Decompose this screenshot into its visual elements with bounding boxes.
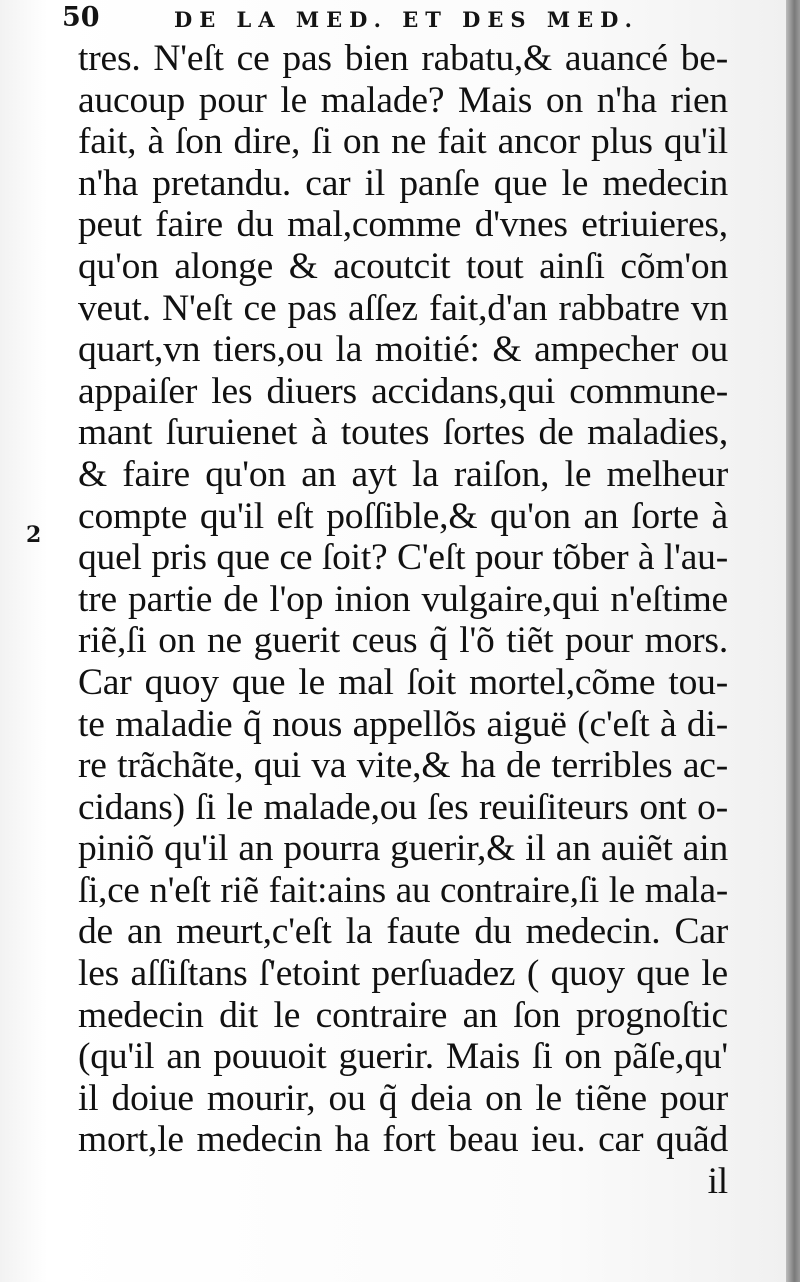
text-line: n'ha pretandu. car il panſe que le medecin (78, 162, 728, 204)
text-line: riẽ,ſi on ne guerit ceus q̃ l'õ tiẽt pour mors. (78, 620, 728, 662)
text-line: de an meurt,c'eſt la faute du medecin. Car (78, 911, 728, 953)
text-line: fait, à ſon dire, ſi on ne fait ancor plus qu'il (78, 121, 728, 163)
text-line: ſi,ce n'eſt riẽ fait:ains au contraire,ſi le mala- (78, 869, 728, 911)
page-header (62, 2, 722, 32)
body-text (78, 38, 728, 1203)
margin-note: 2 (26, 522, 42, 548)
text-line: veut. N'eſt ce pas aſſez fait,d'an rabbatre vn (78, 287, 728, 329)
text-line: medecin dit le contraire an ſon prognoſtic (78, 994, 728, 1036)
text-line: mant ſuruienet à toutes ſortes de maladies, (78, 412, 728, 454)
text-line: compte qu'il eſt poſſible,& qu'on an ſorte à (78, 495, 728, 537)
text-line: il doiue mourir, ou q̃ deia on le tiẽne pour (78, 1077, 728, 1119)
text-line: cidans) ſi le malade,ou ſes reuiſiteurs ont o- (78, 786, 728, 828)
text-line: Car quoy que le mal ſoit mortel,cõme tou- (78, 661, 728, 703)
page-edge-shadow (786, 0, 800, 1282)
text-line: appaiſer les diuers accidans,qui commune- (78, 370, 728, 412)
catchword: il (707, 1161, 728, 1203)
text-line: tres. N'eſt ce pas bien rabatu,& auancé be- (78, 38, 728, 79)
text-line: quel pris que ce ſoit? C'eſt pour tõber à l'au- (78, 537, 728, 579)
text-line: te maladie q̃ nous appellõs aiguë (c'eſt à di- (78, 703, 728, 745)
text-line: piniõ qu'il an pourra guerir,& il an auiẽt ain (78, 828, 728, 870)
text-line: les aſſiſtans ſ'etoint perſuadez ( quoy que le (78, 953, 728, 995)
running-title: DE LA MED. ET DES MED. (174, 7, 639, 32)
text-line: aucoup pour le malade? Mais on n'ha rien (78, 79, 728, 121)
text-line: qu'on alonge & acoutcit tout ainſi cõm'on (78, 245, 728, 287)
page-number: 50 (62, 2, 100, 33)
text-line: re trãchãte, qui va vite,& ha de terribles ac- (78, 745, 728, 787)
text-line: peut faire du mal,comme d'vnes etriuieres, (78, 204, 728, 246)
text-line: (qu'il an pouuoit guerir. Mais ſi on pãſe,qu' (78, 1036, 728, 1078)
text-line: tre partie de l'op inion vulgaire,qui n'eſtime (78, 578, 728, 620)
text-line: mort,le medecin ha fort beau ieu. car quãd (78, 1119, 728, 1161)
text-line: quart,vn tiers,ou la moitié: & ampecher ou (78, 329, 728, 371)
text-line: & faire qu'on an ayt la raiſon, le melheur (78, 453, 728, 495)
